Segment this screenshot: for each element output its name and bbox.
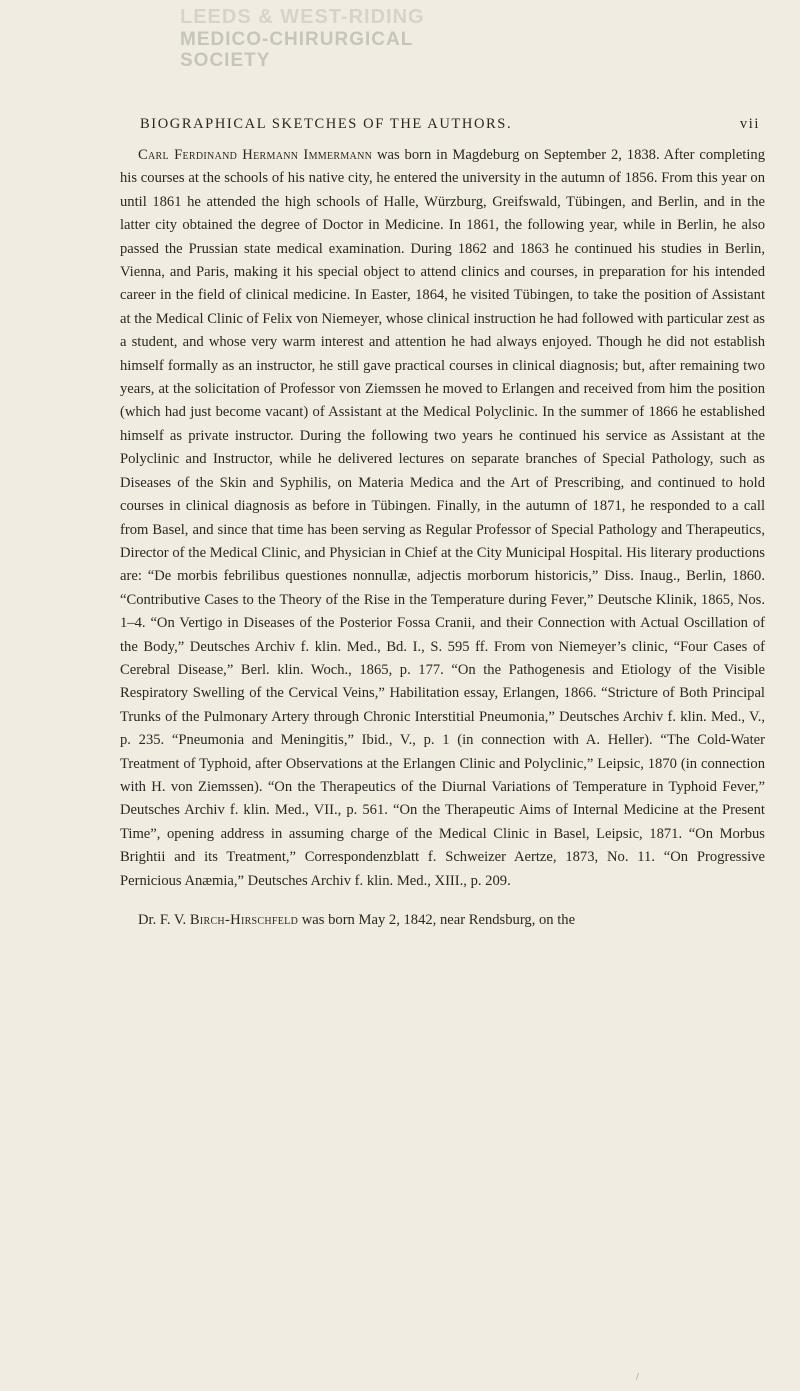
- library-stamp: [180, 6, 480, 72]
- sketch-immermann: [120, 144, 765, 893]
- page-mark: /: [636, 1372, 639, 1383]
- sketch-text: was born in Magdeburg on September 2, 1838. After completing his courses at the schools of his native city, he entered the university in the autumn of 1856. From this year on until 1861 he attended the high schools of Halle, Würzburg, Greifswald, Tübingen, and Berlin, and in the latter city obtained the degree of Doctor in Medicine. In 1861, the following year, while in Berlin, he also passed the Prussian state medical examination. During 1862 and 1863 he continued his studies in Berlin, Vienna, and Paris, making it his special object to attend clinics and courses, in preparation for his intended career in the field of clinical medicine. In Easter, 1864, he visited Tübingen, to take the position of Assistant at the Medical Clinic of Felix von Niemeyer, whose clinical instruction he had followed with particular zest as a student, and whose very warm interest and attention he had always enjoyed. Though he did not establish himself formally as an instructor, he still gave practical courses in clinical diagnosis; but, after remaining two years, at the solicitation of Professor von Ziemssen he moved to Erlangen and received from him the position (which had just become vacant) of Assistant at the Medical Polyclinic. In the summer of 1866 he established himself as private instructor. During the following two years he continued his service as Assistant at the Polyclinic and Instructor, while he delivered lectures on separate branches of Special Pathology, such as Diseases of the Skin and Syphilis, on Materia Medica and the Art of Prescribing, and continued to hold courses in clinical diagnosis as before in Tübingen. Finally, in the autumn of 1871, he responded to a call from Basel, and since that time has been serving as Regular Professor of Special Pathology and Therapeutics, Director of the Medical Clinic, and Physician in Chief at the City Municipal Hospital. His literary productions are: “De morbis febrilibus questiones nonnullæ, adjectis morborum historicis,” Diss. Inaug., Berlin, 1860. “Contributive Cases to the Theory of the Rise in the Temperature during Fever,” Deutsche Klinik, 1865, Nos. 1–4. “On Vertigo in Diseases of the Posterior Fossa Cranii, and their Connection with Actual Oscillation of the Body,” Deutsches Archiv f. klin. Med., Bd. I., S. 595 ff. From von Niemeyer’s clinic, “Four Cases of Cerebral Disease,” Berl. klin. Woch., 1865, p. 177. “On the Pathogenesis and Etiology of the Visible Respiratory Swelling of the Cervical Veins,” Habilitation essay, Erlangen, 1866. “Stricture of Both Principal Trunks of the Pulmonary Artery through Chronic Interstitial Pneumonia,” Deutsches Archiv f. klin. Med., V., p. 235. “Pneumonia and Meningitis,” Ibid., V., p. 1 (in connection with A. Heller). “The Cold-Water Treatment of Typhoid, after Observations at the Erlangen Clinic and Polyclinic,” Leipsic, 1870 (in connection with H. von Ziemssen). “On the Therapeutics of the Diurnal Variations of Temperature in Typhoid Fever,” Deutsches Archiv f. klin. Med., VII., p. 561. “On the Therapeutic Aims of Internal Medicine at the Present Time”, opening address in assuming charge of the Medical Clinic in Basel, Leipsic, 1871. “On Morbus Brightii and its Treatment,” Correspondenzblatt f. Schweizer Aertze, 1873, No. 11. “On Progressive Pernicious Anæmia,” Deutsches Archiv f. klin. Med., XIII., p. 209.: [120, 147, 765, 889]
- stamp-line-1: LEEDS & WEST-RIDING: [180, 6, 425, 28]
- running-title: BIOGRAPHICAL SKETCHES OF THE AUTHORS.: [140, 116, 513, 132]
- stamp-line-2: MEDICO-CHIRURGICAL SOCIETY: [180, 29, 413, 71]
- page-body: [120, 144, 765, 932]
- author-prefix: Dr. F. V.: [138, 912, 190, 928]
- sketch-birch-hirschfeld: [120, 909, 765, 932]
- sketch-text: was born May 2, 1842, near Rendsburg, on the: [298, 912, 576, 928]
- author-name: Birch-Hirschfeld: [189, 912, 299, 928]
- page-number: vii: [739, 116, 760, 132]
- page-header: [140, 116, 760, 133]
- author-name: Carl Ferdinand Hermann Immermann: [138, 147, 373, 163]
